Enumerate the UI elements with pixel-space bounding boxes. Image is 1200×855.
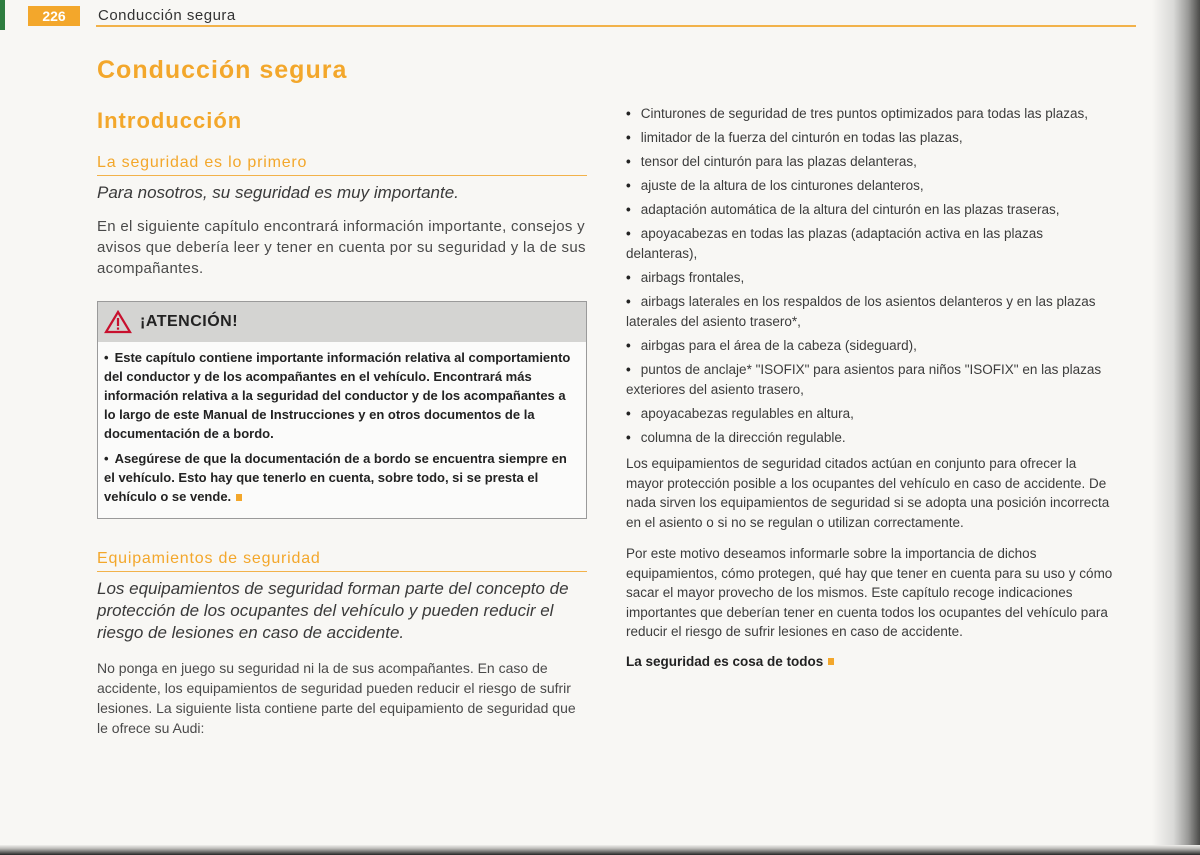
section-title: Introducción [97, 108, 243, 133]
list-item: • columna de la dirección regulable. [626, 430, 846, 445]
list-item: • puntos de anclaje* "ISOFIX" para asientos para niños "ISOFIX" en las plazas exteriores del asiento trasero, [626, 362, 1102, 397]
equipment-body: No ponga en juego su seguridad ni la de sus acompañantes. En caso de accidente, los equipamientos de seguridad pueden reducir el riesgo de sufrir lesiones. La siguiente lista contiene parte del equipamiento de seguridad que le ofrece su Audi: [97, 660, 576, 736]
warning-item: • Este capítulo contiene importante información relativa al comportamiento del conductor y de los acompañantes en el vehículo. Encontrará más información relativa a la seguridad del conductor y de los acompañantes a lo largo de este Manual de Instrucciones y en otros documentos de la documentación de a bordo. [104, 350, 571, 441]
running-header-title: Conducción segura [98, 7, 236, 24]
warning-header [98, 302, 586, 342]
page-header [20, 4, 1155, 26]
list-item: • tensor del cinturón para las plazas delanteras, [626, 154, 917, 169]
equipment-list [626, 104, 1116, 448]
warning-title: ¡ATENCIÓN! [140, 313, 239, 330]
list-item: • airbgas para el área de la cabeza (sideguard), [626, 338, 917, 353]
paragraph-importance: Por este motivo deseamos informarle sobre la importancia de dichos equipamientos, cómo protegen, qué hay que tener en cuenta para su uso y cómo sacar el mayor provecho de los mismos. Este capítulo recoge indicaciones importantes que deberían tener en cuenta todos los ocupantes del vehículo para reducir el riesgo de sufrir lesiones en caso de accidente. [626, 546, 1113, 639]
paragraph-equipment-function: Los equipamientos de seguridad citados actúan en conjunto para ofrecer la mayor protección posible a los ocupantes del vehículo en caso de accidente. De nada sirven los equipamientos de seguridad si se adopta una posición incorrecta en el asiento o si no se regulan o utilizan correctamente. [626, 456, 1110, 530]
list-item: • ajuste de la altura de los cinturones delanteros, [626, 178, 924, 193]
list-item: • airbags frontales, [626, 270, 745, 285]
warning-box [97, 301, 587, 519]
subsection-title-safety-first: La seguridad es lo primero [97, 153, 587, 176]
page-bottom-shadow [0, 845, 1200, 855]
subsection-lead: Para nosotros, su seguridad es muy importante. [97, 183, 459, 202]
list-item: • adaptación automática de la altura del cinturón en las plazas traseras, [626, 202, 1060, 217]
list-item: • Cinturones de seguridad de tres puntos optimizados para todas las plazas, [626, 106, 1089, 121]
warning-body [98, 342, 586, 518]
chapter-title: Conducción segura [97, 56, 348, 84]
list-item: • apoyacabezas regulables en altura, [626, 406, 854, 421]
warning-triangle-icon [104, 310, 132, 334]
warning-item: • Asegúrese de que la documentación de a bordo se encuentra siempre en el vehículo. Esto hay que tenerlo en cuenta, sobre todo, si se presta el vehículo o se vende. [104, 451, 567, 504]
list-item: • airbags laterales en los respaldos de los asientos delanteros y en las plazas laterales del asiento trasero*, [626, 294, 1096, 329]
end-marker [828, 658, 834, 665]
left-column [97, 55, 587, 738]
list-item: • limitador de la fuerza del cinturón en todas las plazas, [626, 130, 963, 145]
equipment-lead: Los equipamientos de seguridad forman parte del concepto de protección de los ocupantes del vehículo y pueden reducir el riesgo de lesiones en caso de accidente. [97, 579, 569, 642]
header-rule [96, 25, 1136, 27]
page-binding-shadow [1152, 0, 1200, 855]
list-item: • apoyacabezas en todas las plazas (adaptación activa en las plazas delanteras), [626, 226, 1043, 261]
right-column [626, 104, 1116, 669]
page-number: 226 [28, 6, 80, 26]
closing-statement: La seguridad es cosa de todos [626, 654, 1116, 669]
end-marker [236, 494, 242, 501]
subsection-title-equipment: Equipamientos de seguridad [97, 549, 587, 572]
subsection-body: En el siguiente capítulo encontrará información importante, consejos y avisos que debería leer y tener en cuenta por su seguridad y la de sus acompañantes. [97, 218, 586, 277]
page-edge-mark [0, 0, 5, 30]
